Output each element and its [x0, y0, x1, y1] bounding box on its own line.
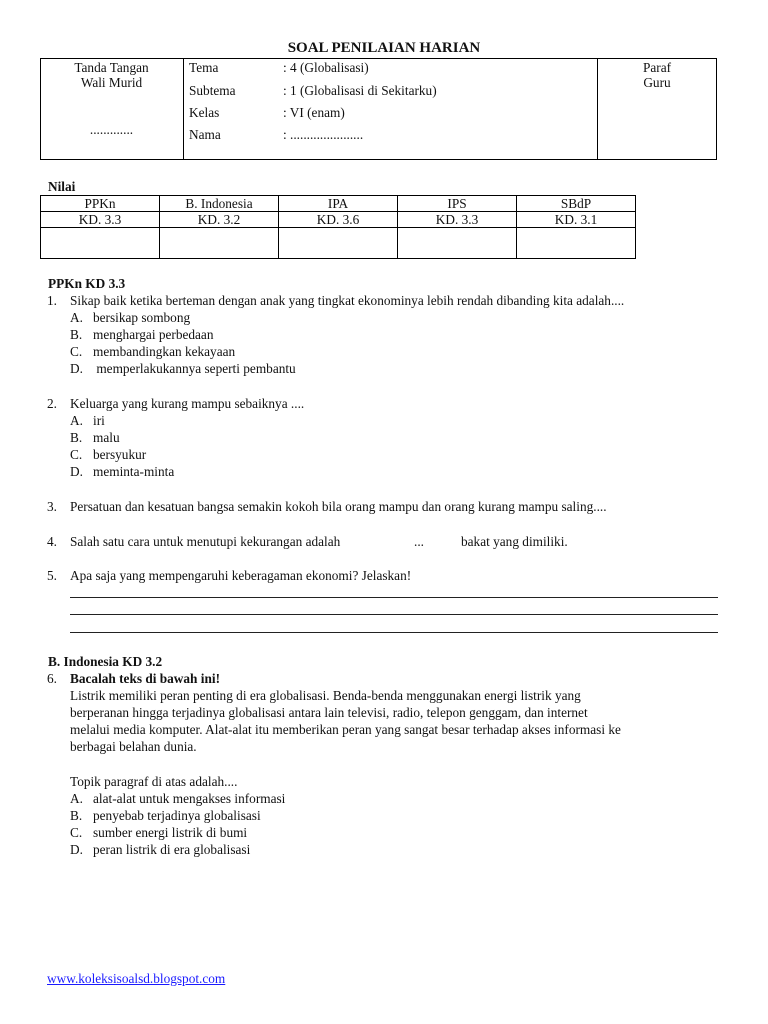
option-letter: D.: [70, 361, 83, 376]
option-text[interactable]: bersyukur: [93, 447, 147, 462]
signature-dots: .............: [89, 122, 134, 137]
option-letter: A.: [70, 413, 83, 428]
option-text[interactable]: peran listrik di era globalisasi: [93, 842, 251, 857]
question-number: 4.: [47, 534, 57, 549]
section-heading-ppkn: PPKn KD 3.3: [48, 276, 126, 291]
question-text: bakat yang dimiliki.: [461, 534, 568, 549]
subject-cell: IPA: [279, 196, 398, 212]
score-cell[interactable]: [398, 228, 517, 259]
option-text[interactable]: meminta-minta: [93, 464, 175, 479]
paraf-label-line2: Guru: [643, 75, 671, 90]
score-table: [40, 195, 636, 259]
subject-cell: SBdP: [517, 196, 636, 212]
option-text[interactable]: penyebab terjadinya globalisasi: [93, 808, 261, 823]
answer-line[interactable]: [70, 597, 718, 598]
option-letter: D.: [70, 464, 83, 479]
option-text[interactable]: sumber energi listrik di bumi: [93, 825, 248, 840]
kd-cell: KD. 3.2: [160, 212, 279, 228]
divider: [183, 59, 184, 159]
option-text[interactable]: iri: [93, 413, 105, 428]
subtema-label: Subtema: [189, 83, 236, 98]
option-text[interactable]: alat-alat untuk mengakses informasi: [93, 791, 286, 806]
option-letter: A.: [70, 310, 83, 325]
score-row: [41, 228, 636, 259]
kd-row: [41, 212, 636, 228]
question-number: 1.: [47, 293, 57, 308]
section-heading-bindo: B. Indonesia KD 3.2: [48, 654, 163, 669]
option-letter: D.: [70, 842, 83, 857]
question-number: 6.: [47, 671, 57, 686]
answer-blank[interactable]: ...: [414, 534, 424, 549]
kd-cell: KD. 3.3: [41, 212, 160, 228]
option-letter: A.: [70, 791, 83, 806]
option-text[interactable]: membandingkan kekayaan: [93, 344, 236, 359]
score-cell[interactable]: [160, 228, 279, 259]
paragraph-line: melalui media komputer. Alat-alat itu memberikan peran yang sangat besar terhadap akses informasi ke: [70, 722, 621, 737]
signature-label-line2: Wali Murid: [80, 75, 143, 90]
paragraph-line: berperanan hingga terjadinya globalisasi antara lain televisi, radio, telepon genggam, dan internet: [70, 705, 588, 720]
score-cell[interactable]: [517, 228, 636, 259]
nilai-label: Nilai: [48, 179, 76, 194]
kd-cell: KD. 3.6: [279, 212, 398, 228]
option-letter: C.: [70, 344, 83, 359]
page-title: SOAL PENILAIAN HARIAN: [287, 40, 481, 56]
option-letter: C.: [70, 825, 83, 840]
question-text: Sikap baik ketika berteman dengan anak yang tingkat ekonominya lebih rendah dibanding kita adalah....: [70, 293, 625, 308]
question-number: 3.: [47, 499, 57, 514]
question-text: Topik paragraf di atas adalah....: [70, 774, 238, 789]
answer-line[interactable]: [70, 632, 718, 633]
paraf-label-line1: Paraf: [642, 60, 672, 75]
tema-label: Tema: [189, 60, 219, 75]
question-text: Persatuan dan kesatuan bangsa semakin kokoh bila orang mampu dan orang kurang mampu saling....: [70, 499, 607, 514]
subject-row: [41, 196, 636, 212]
option-text[interactable]: malu: [93, 430, 120, 445]
kelas-label: Kelas: [189, 105, 220, 120]
option-letter: B.: [70, 430, 83, 445]
kd-cell: KD. 3.3: [398, 212, 517, 228]
paragraph-line: Listrik memiliki peran penting di era globalisasi. Benda-benda menggunakan energi listrik yang: [70, 688, 581, 703]
signature-label-line1: Tanda Tangan: [74, 60, 149, 75]
option-letter: C.: [70, 447, 83, 462]
nama-field[interactable]: : ......................: [283, 127, 364, 142]
answer-line[interactable]: [70, 614, 718, 615]
question-text: Salah satu cara untuk menutupi kekurangan adalah: [70, 534, 341, 549]
option-text[interactable]: menghargai perbedaan: [93, 327, 214, 342]
subject-cell: B. Indonesia: [160, 196, 279, 212]
question-number: 2.: [47, 396, 57, 411]
nama-label: Nama: [189, 127, 221, 142]
option-letter: B.: [70, 327, 83, 342]
subject-cell: IPS: [398, 196, 517, 212]
option-text[interactable]: memperlakukannya seperti pembantu: [93, 361, 296, 376]
question-text: Keluarga yang kurang mampu sebaiknya ....: [70, 396, 305, 411]
instruction-text: Bacalah teks di bawah ini!: [70, 671, 220, 686]
score-cell[interactable]: [41, 228, 160, 259]
score-cell[interactable]: [279, 228, 398, 259]
option-letter: B.: [70, 808, 83, 823]
footer-link[interactable]: www.koleksisoalsd.blogspot.com: [47, 971, 226, 986]
kd-cell: KD. 3.1: [517, 212, 636, 228]
subtema-value: : 1 (Globalisasi di Sekitarku): [283, 83, 437, 98]
kelas-value: : VI (enam): [283, 105, 345, 120]
tema-value: : 4 (Globalisasi): [283, 60, 369, 75]
paragraph-line: berbagai belahan dunia.: [70, 739, 197, 754]
option-text[interactable]: bersikap sombong: [93, 310, 191, 325]
question-number: 5.: [47, 568, 57, 583]
subject-cell: PPKn: [41, 196, 160, 212]
question-text: Apa saja yang mempengaruhi keberagaman ekonomi? Jelaskan!: [70, 568, 412, 583]
